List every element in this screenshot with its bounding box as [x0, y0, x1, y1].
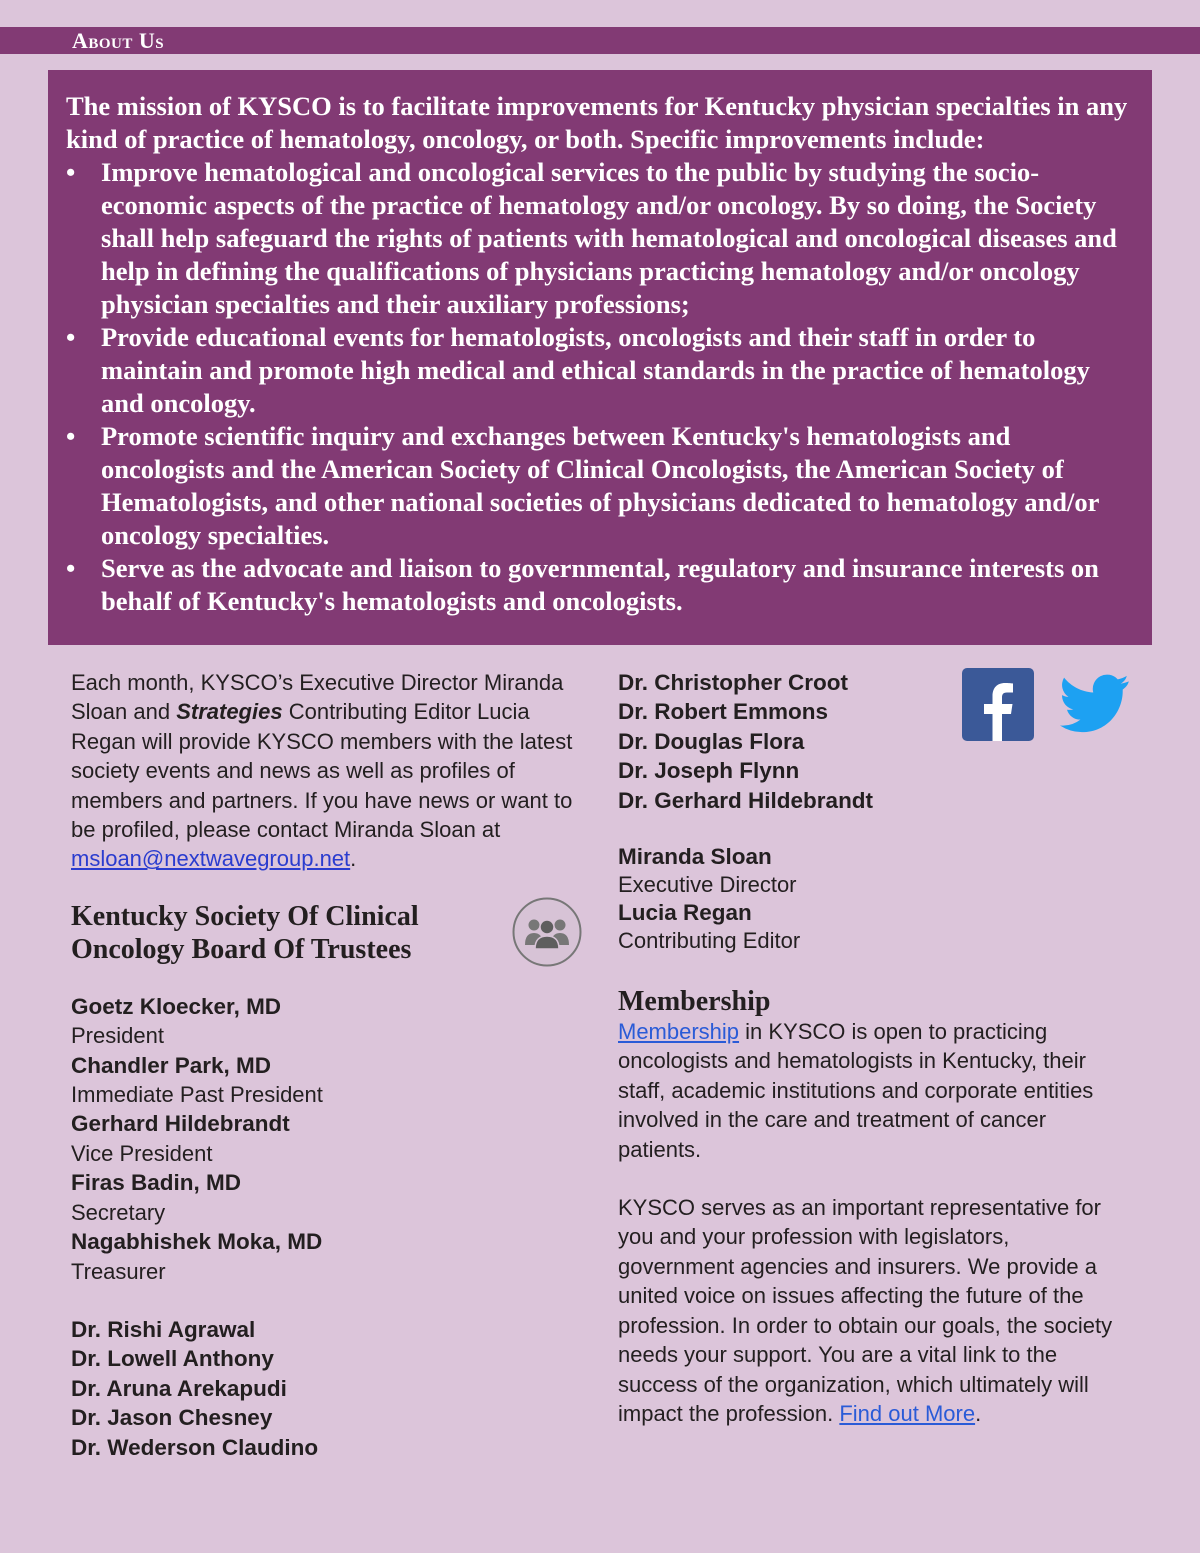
officer-name: Goetz Kloecker, MD	[71, 993, 282, 1019]
officer-role: Treasurer	[71, 1258, 166, 1284]
section-header-bar	[0, 27, 1200, 54]
right-column	[618, 668, 1138, 1428]
officer-name: Nagabhishek Moka, MD	[71, 1229, 323, 1255]
find-out-more-link[interactable]: Find out More	[839, 1400, 976, 1426]
staff-list	[618, 843, 1138, 955]
staff-role: Executive Director	[618, 872, 797, 898]
officer-role: President	[71, 1023, 164, 1049]
trustee-name: Dr. Joseph Flynn	[618, 758, 800, 784]
trustee-name: Dr. Wederson Claudino	[71, 1434, 319, 1460]
trustee-name: Dr. Lowell Anthony	[71, 1346, 274, 1372]
mission-item-text: Improve hematological and oncological services to the public by studying the socio-economic aspects of the practice of hematology and/or oncology. By so doing, the Society shall help safeguard the rights of patients with hematological and oncological diseases and help in defining the qualifications of physicians practicing hematology and/or oncology physician specialties and their auxiliary professions;	[101, 157, 1117, 319]
officer-name: Chandler Park, MD	[71, 1052, 272, 1078]
intro-text: Each month, KYSCO’s Executive Director Miranda Sloan and	[71, 670, 564, 725]
membership-link[interactable]: Membership	[618, 1019, 740, 1045]
intro-text: .	[350, 846, 357, 872]
officer-role: Secretary	[71, 1199, 166, 1225]
officer-name: Gerhard Hildebrandt	[71, 1111, 290, 1137]
trustee-name: Dr. Douglas Flora	[618, 728, 805, 754]
left-column	[71, 668, 591, 1462]
trustee-list	[71, 1315, 591, 1462]
email-link[interactable]: msloan@nextwavegroup.net	[71, 846, 351, 872]
mission-box	[48, 70, 1152, 645]
twitter-icon[interactable]	[1058, 668, 1132, 738]
trustee-name: Dr. Gerhard Hildebrandt	[618, 787, 874, 813]
facebook-icon[interactable]	[962, 668, 1034, 741]
group-people-icon	[512, 897, 582, 967]
trustee-name: Dr. Aruna Arekapudi	[71, 1375, 287, 1401]
mission-item-text: Promote scientific inquiry and exchanges between Kentucky's hematologists and oncologists and the American Society of Clinical Oncologists, the American Society of Hematologists, and other national societies of physicians dedicated to hematology and/or oncology specialties.	[101, 421, 1099, 550]
membership-paragraph	[618, 1017, 1130, 1164]
staff-name: Miranda Sloan	[618, 844, 772, 870]
officer-role: Immediate Past President	[71, 1082, 323, 1108]
advocacy-paragraph	[618, 1193, 1130, 1428]
board-title-line: Oncology Board Of Trustees	[71, 933, 412, 965]
trustee-name: Dr. Christopher Croot	[618, 670, 849, 695]
mission-item	[66, 552, 1134, 618]
trustee-name: Dr. Rishi Agrawal	[71, 1316, 256, 1342]
bullet-icon: •	[66, 157, 76, 187]
mission-list	[66, 156, 1134, 618]
staff-role: Contributing Editor	[618, 928, 801, 954]
bullet-icon: •	[66, 421, 76, 451]
advocacy-text: KYSCO serves as an important representative for you and your profession with legislators, government agencies and insurers. We provide a united voice on issues affecting the future of the profession. In order to obtain our goals, the society needs your support. You are a vital link to the success of the organization, which ultimately will impact the profession.	[618, 1195, 1113, 1426]
section-title: About Us	[72, 28, 165, 53]
intro-text: Contributing Editor Lucia Regan will provide KYSCO members with the latest society events and news as well as profiles of members and partners. If you have news or want to be profiled, please contact Miranda Sloan at	[71, 699, 573, 843]
officer-list	[71, 992, 591, 1286]
mission-item-text: Provide educational events for hematologists, oncologists and their staff in order to maintain and promote high medical and ethical standards in the practice of hematology and oncology.	[101, 322, 1090, 418]
staff-name: Lucia Regan	[618, 900, 752, 926]
trustee-name: Dr. Jason Chesney	[71, 1405, 273, 1431]
mission-item	[66, 321, 1134, 420]
intro-paragraph	[71, 668, 586, 874]
advocacy-text: .	[975, 1400, 982, 1426]
officer-role: Vice President	[71, 1140, 213, 1166]
mission-intro: The mission of KYSCO is to facilitate improvements for Kentucky physician specialties in any kind of practice of hematology, oncology, or both. Specific improvements include:	[66, 91, 1128, 154]
officer-name: Firas Badin, MD	[71, 1170, 242, 1196]
mission-item	[66, 420, 1134, 552]
mission-item-text: Serve as the advocate and liaison to governmental, regulatory and insurance interests on behalf of Kentucky's hematologists and oncologists.	[101, 553, 1099, 616]
trustee-name: Dr. Robert Emmons	[618, 699, 829, 725]
membership-text: in KYSCO is open to practicing oncologists and hematologists in Kentucky, their staff, academic institutions and corporate entities involved in the care and treatment of cancer patients.	[618, 1019, 1094, 1162]
mission-item	[66, 156, 1134, 321]
bullet-icon: •	[66, 553, 76, 583]
membership-heading: Membership	[618, 986, 771, 1018]
strategies-emphasis: Strategies	[176, 699, 283, 725]
board-title-line: Kentucky Society Of Clinical	[71, 900, 419, 932]
bullet-icon: •	[66, 322, 76, 352]
